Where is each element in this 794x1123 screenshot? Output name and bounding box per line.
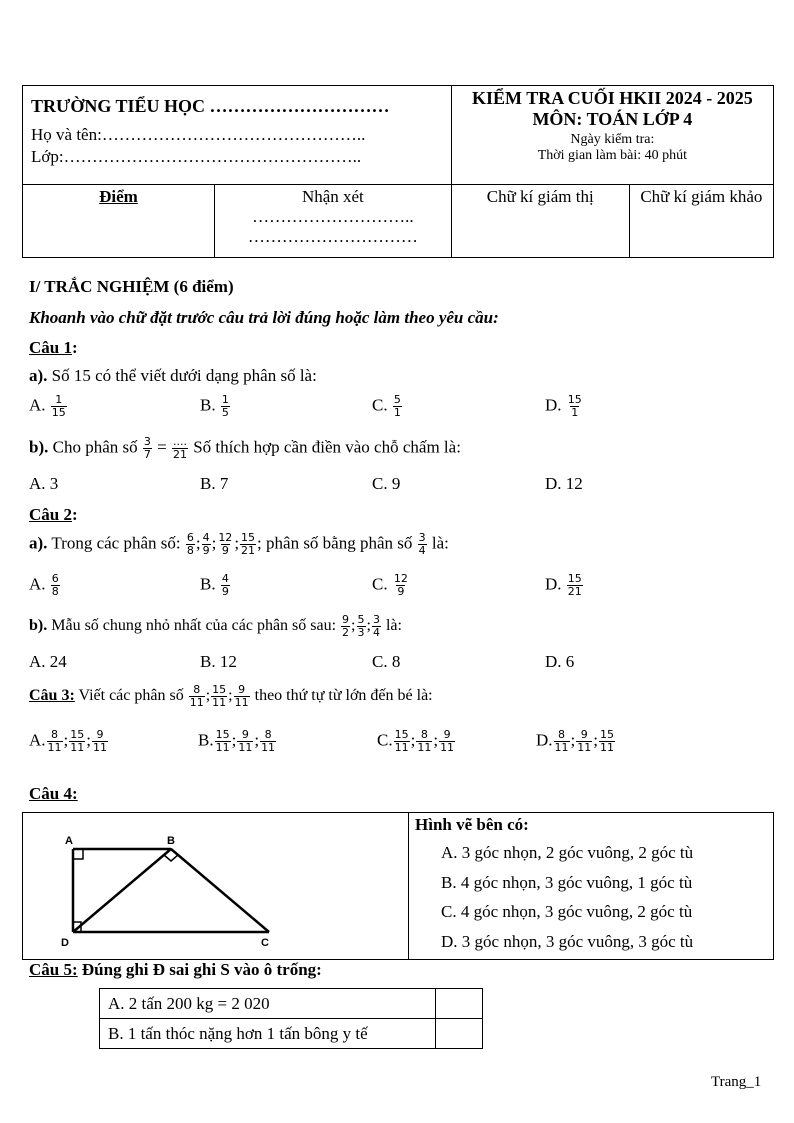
geometry-figure [23, 813, 407, 959]
q3-option-d[interactable]: D. $\frac{8}{11}$ ; $\frac{9}{11}$ ; $\frac{15}{11}$ [536, 728, 614, 754]
q1a-option-d[interactable]: D. $\frac{15}{1}$ [545, 393, 582, 419]
question-1-label: Câu 1: [29, 338, 78, 357]
section-instruction: Khoanh vào chữ đặt trước câu trả lời đúng hoặc làm theo yêu cầu: [29, 308, 499, 327]
q1a-option-b[interactable]: B. $\frac{1}{5}$ [200, 393, 229, 419]
q2a-option-c[interactable]: C. $\frac{12}{9}$ [372, 572, 408, 598]
question-4-box [22, 812, 774, 960]
q5-statement-a: A. 2 tấn 200 kg = 2 020 [100, 989, 436, 1019]
student-name-field[interactable]: Họ và tên:……………………………………….. [31, 125, 366, 144]
q5-statement-b: B. 1 tấn thóc nặng hơn 1 tấn bông y tế [100, 1019, 436, 1049]
proctor-signature-cell[interactable] [451, 185, 629, 258]
q1b-option-a[interactable]: A. 3 [29, 474, 59, 493]
exam-title: KIỂM TRA CUỐI HKII 2024 - 2025 [472, 88, 753, 108]
exam-info-cell [451, 86, 773, 185]
score-label: Điểm [99, 187, 138, 206]
comment-dots-1: ……………………….. [252, 207, 414, 226]
q5-answer-box-b[interactable] [436, 1019, 483, 1049]
vertex-b-label: B [167, 835, 175, 847]
q1b-option-d[interactable]: D. 12 [545, 474, 583, 493]
exam-duration: Thời gian làm bài: 40 phút [537, 148, 688, 163]
question-5-table [99, 988, 483, 1049]
q2b-option-d[interactable]: D. 6 [545, 652, 575, 671]
q4-option-c[interactable]: C. 4 góc nhọn, 3 góc vuông, 2 góc tù [441, 902, 693, 921]
q3-option-a[interactable]: A. $\frac{8}{11}$ ; $\frac{15}{11}$ ; $\frac{9}{11}$ [29, 728, 107, 754]
header-table [22, 85, 774, 258]
q3-option-c[interactable]: C. $\frac{15}{11}$ ; $\frac{8}{11}$ ; $\frac{9}{11}$ [377, 728, 455, 754]
question-2a: a). Trong các phân số: $\frac{6}{8}$ ; $\frac{4}{9}$ ; $\frac{12}{9}$ ; $\frac{15}{21}$ ; phân số bằng phân số $\frac{3}{4}$ là: [29, 531, 449, 557]
q1a-option-c[interactable]: C. $\frac{5}{1}$ [372, 393, 401, 419]
q1a-option-a[interactable]: A. $\frac{1}{15}$ [29, 393, 66, 419]
page-number: Trang_1 [711, 1074, 762, 1090]
comment-label: Nhận xét [301, 187, 364, 206]
q4-option-a[interactable]: A. 3 góc nhọn, 2 góc vuông, 2 góc tù [441, 843, 694, 862]
question-1a: a). Số 15 có thể viết dưới dạng phân số là: [29, 366, 317, 385]
section-title: I/ TRẮC NGHIỆM (6 điểm) [29, 277, 234, 296]
student-class-field[interactable]: Lớp:…………………………………………….. [31, 147, 362, 166]
question-3: Câu 3: Viết các phân số $\frac{8}{11}$ ; $\frac{15}{11}$ ; $\frac{9}{11}$ theo thứ tự từ lớn đến bé là: [29, 683, 433, 709]
student-info-cell [23, 86, 452, 185]
comment-cell[interactable] [215, 185, 452, 258]
vertex-a-label: A [65, 835, 73, 847]
q3-option-b[interactable]: B. $\frac{15}{11}$ ; $\frac{9}{11}$ ; $\frac{8}{11}$ [198, 728, 276, 754]
q2b-option-b[interactable]: B. 12 [200, 652, 237, 671]
q2a-option-a[interactable]: A. $\frac{6}{8}$ [29, 572, 59, 598]
vertex-c-label: C [261, 937, 269, 949]
q1b-option-b[interactable]: B. 7 [200, 474, 229, 493]
q2b-option-c[interactable]: C. 8 [372, 652, 401, 671]
exam-subject: MÔN: TOÁN LỚP 4 [532, 109, 693, 129]
q2a-option-b[interactable]: B. $\frac{4}{9}$ [200, 572, 229, 598]
q1b-option-c[interactable]: C. 9 [372, 474, 401, 493]
question-2b: b). Mẫu số chung nhỏ nhất của các phân số sau: $\frac{9}{2}$ ; $\frac{5}{3}$ ; $\frac{3}{4}$ là: [29, 613, 402, 639]
exam-date: Ngày kiểm tra: [570, 132, 655, 147]
comment-dots-2: ………………………… [247, 227, 418, 246]
question-5: Câu 5: Đúng ghi Đ sai ghi S vào ô trống: [29, 960, 322, 979]
q4-option-b[interactable]: B. 4 góc nhọn, 3 góc vuông, 1 góc tù [441, 873, 693, 892]
school-name: TRƯỜNG TIỂU HỌC ………………………… [31, 96, 390, 116]
q5-answer-box-a[interactable] [436, 989, 483, 1019]
question-1b: b). Cho phân số $\frac{3}{7}$ = .... 21 Số thích hợp cần điền vào chỗ chấm là: [29, 435, 461, 461]
question-2-label: Câu 2: [29, 505, 78, 524]
examiner-signature-label: Chữ kí giám khảo [640, 187, 763, 206]
proctor-signature-label: Chữ kí giám thị [486, 187, 594, 206]
question-4-label: Câu 4: [29, 784, 78, 803]
question-4-prompt: Hình vẽ bên có: [415, 815, 529, 834]
score-cell[interactable] [23, 185, 215, 258]
vertex-d-label: D [61, 937, 69, 949]
examiner-signature-cell[interactable] [629, 185, 773, 258]
q2b-option-a[interactable]: A. 24 [29, 652, 67, 671]
question-4-divider [408, 813, 409, 959]
q2a-option-d[interactable]: D. $\frac{15}{21}$ [545, 572, 582, 598]
q4-option-d[interactable]: D. 3 góc nhọn, 3 góc vuông, 3 góc tù [441, 932, 694, 951]
